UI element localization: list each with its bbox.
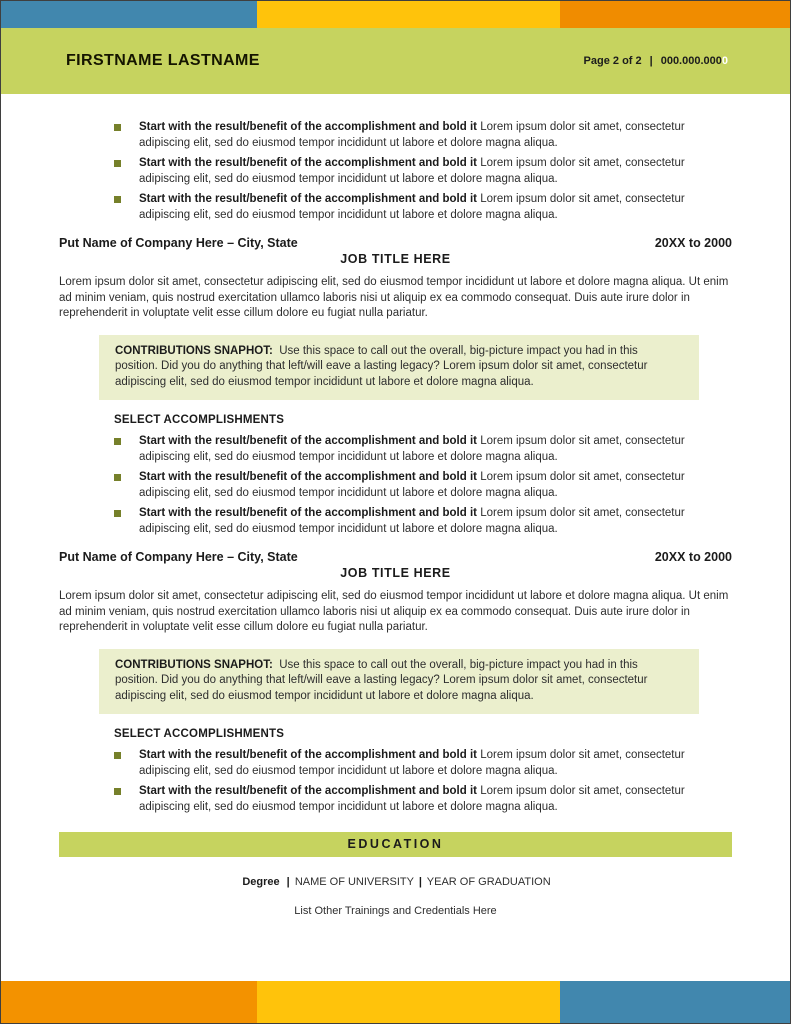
contributions-snapshot-box — [99, 335, 699, 401]
resume-body — [1, 94, 790, 981]
top-bar-orange-block — [560, 1, 790, 28]
bullet-square-icon — [114, 438, 121, 445]
select-accomplishments-heading: SELECT ACCOMPLISHMENTS — [114, 728, 285, 740]
bullet-rest-text: Lorem ipsum dolor sit amet, consectetur adipiscing elit, sed do eiusmod tempor incididunt ut labore et dolore magna aliqua. — [139, 785, 685, 813]
contributions-snapshot-box — [99, 649, 699, 715]
job-section-1 — [59, 236, 732, 537]
degree-separator: | — [418, 876, 422, 888]
list-item — [59, 506, 732, 537]
bullet-square-icon — [114, 196, 121, 203]
job-title: JOB TITLE HERE — [340, 566, 451, 580]
bullet-bold-text: Start with the result/benefit of the accomplishment and bold it — [139, 435, 477, 447]
job-title: JOB TITLE HERE — [340, 252, 451, 266]
bullet-bold-text: Start with the result/benefit of the accomplishment and bold it — [139, 749, 477, 761]
company-name: Put Name of Company Here – City, State — [59, 236, 298, 250]
candidate-name: FIRSTNAME LASTNAME — [66, 52, 260, 69]
top-color-bar — [1, 1, 790, 28]
bullet-rest-text: Lorem ipsum dolor sit amet, consectetur adipiscing elit, sed do eiusmod tempor incididunt ut labore et dolore magna aliqua. — [139, 157, 685, 185]
employment-dates: 20XX to 2000 — [654, 236, 732, 250]
header-band — [1, 28, 790, 94]
accomplishments-list — [59, 434, 732, 537]
list-item — [59, 434, 732, 465]
top-bar-blue-block — [1, 1, 257, 28]
bullet-bold-text: Start with the result/benefit of the accomplishment and bold it — [139, 471, 477, 483]
list-item — [59, 156, 732, 187]
bullet-bold-text: Start with the result/benefit of the accomplishment and bold it — [139, 121, 477, 133]
bottom-bar-blue-block — [560, 981, 790, 1023]
degree-label: Degree — [242, 876, 280, 888]
snapshot-text: Use this space to call out the overall, big-picture impact you had in this position. Did you do anything that left/will eave a lasting legacy? Lorem ipsum dolor sit amet, consectetur adipiscing elit, sed do eiusmod tempor incididunt ut labore et dolore magna aliqua. — [115, 344, 648, 388]
company-name: Put Name of Company Here – City, State — [59, 550, 298, 564]
bullet-rest-text: Lorem ipsum dolor sit amet, consectetur adipiscing elit, sed do eiusmod tempor incididunt ut labore et dolore magna aliqua. — [139, 121, 685, 149]
bullet-rest-text: Lorem ipsum dolor sit amet, consectetur adipiscing elit, sed do eiusmod tempor incididunt ut labore et dolore magna aliqua. — [139, 471, 685, 499]
page-number-label: Page 2 of 2 — [583, 55, 642, 67]
list-item — [59, 748, 732, 779]
bottom-bar-yellow-block — [257, 981, 560, 1023]
bottom-color-bar — [1, 981, 790, 1023]
education-section-banner: EDUCATION — [59, 832, 732, 857]
top-bar-yellow-block — [257, 1, 560, 28]
list-item — [59, 470, 732, 501]
bullet-bold-text: Start with the result/benefit of the accomplishment and bold it — [139, 193, 477, 205]
list-item — [59, 192, 732, 223]
phone-ghost-digit: 0 — [721, 55, 728, 67]
degree-separator: | — [286, 876, 290, 888]
job-section-2 — [59, 550, 732, 815]
university-name: NAME OF UNIVERSITY — [294, 876, 414, 888]
list-item — [59, 784, 732, 815]
select-accomplishments-heading: SELECT ACCOMPLISHMENTS — [114, 414, 285, 426]
bullet-rest-text: Lorem ipsum dolor sit amet, consectetur adipiscing elit, sed do eiusmod tempor incididunt ut labore et dolore magna aliqua. — [139, 749, 685, 777]
bullet-square-icon — [114, 160, 121, 167]
bullet-bold-text: Start with the result/benefit of the accomplishment and bold it — [139, 157, 477, 169]
bullet-rest-text: Lorem ipsum dolor sit amet, consectetur adipiscing elit, sed do eiusmod tempor incididunt ut labore et dolore magna aliqua. — [139, 193, 685, 221]
bullet-bold-text: Start with the result/benefit of the accomplishment and bold it — [139, 507, 477, 519]
phone-number: 000.000.000 — [660, 55, 722, 67]
snapshot-label: CONTRIBUTIONS SNAPHOT: — [115, 658, 273, 671]
bottom-bar-orange-block — [1, 981, 257, 1023]
employment-dates: 20XX to 2000 — [654, 550, 732, 564]
bullet-square-icon — [114, 474, 121, 481]
bullet-square-icon — [114, 510, 121, 517]
list-item — [59, 120, 732, 151]
intro-bullet-list — [59, 120, 732, 223]
bullet-rest-text: Lorem ipsum dolor sit amet, consectetur adipiscing elit, sed do eiusmod tempor incididunt ut labore et dolore magna aliqua. — [139, 507, 685, 535]
bullet-square-icon — [114, 124, 121, 131]
bullet-bold-text: Start with the result/benefit of the accomplishment and bold it — [139, 785, 477, 797]
job-header — [59, 550, 732, 564]
bullet-rest-text: Lorem ipsum dolor sit amet, consectetur adipiscing elit, sed do eiusmod tempor incididunt ut labore et dolore magna aliqua. — [139, 435, 685, 463]
degree-line — [59, 876, 732, 888]
bullet-square-icon — [114, 788, 121, 795]
other-trainings-line: List Other Trainings and Credentials Here — [294, 905, 497, 917]
page-info — [584, 55, 728, 67]
bullet-square-icon — [114, 752, 121, 759]
job-summary: Lorem ipsum dolor sit amet, consectetur adipiscing elit, sed do eiusmod tempor incididunt ut labore et dolore magna aliqua. Ut enim ad minim veniam, quis nostrud exercitation ullamco laboris nisi ut aliquip ex ea commodo consequat. Duis aute irure dolor in reprehenderit in voluptate velit esse cillum dolore eu fugiat nulla pariatur. — [59, 590, 729, 633]
graduation-year: YEAR OF GRADUATION — [426, 876, 551, 888]
accomplishments-list — [59, 748, 732, 815]
job-summary: Lorem ipsum dolor sit amet, consectetur adipiscing elit, sed do eiusmod tempor incididunt ut labore et dolore magna aliqua. Ut enim ad minim veniam, quis nostrud exercitation ullamco laboris nisi ut aliquip ex ea commodo consequat. Duis aute irure dolor in reprehenderit in voluptate velit esse cillum dolore eu fugiat nulla pariatur. — [59, 276, 729, 319]
job-header — [59, 236, 732, 250]
snapshot-label: CONTRIBUTIONS SNAPHOT: — [115, 344, 273, 357]
page-info-separator: | — [649, 55, 653, 67]
snapshot-text: Use this space to call out the overall, big-picture impact you had in this position. Did you do anything that left/will eave a lasting legacy? Lorem ipsum dolor sit amet, consectetur adipiscing elit, sed do eiusmod tempor incididunt ut labore et dolore magna aliqua. — [115, 658, 648, 702]
